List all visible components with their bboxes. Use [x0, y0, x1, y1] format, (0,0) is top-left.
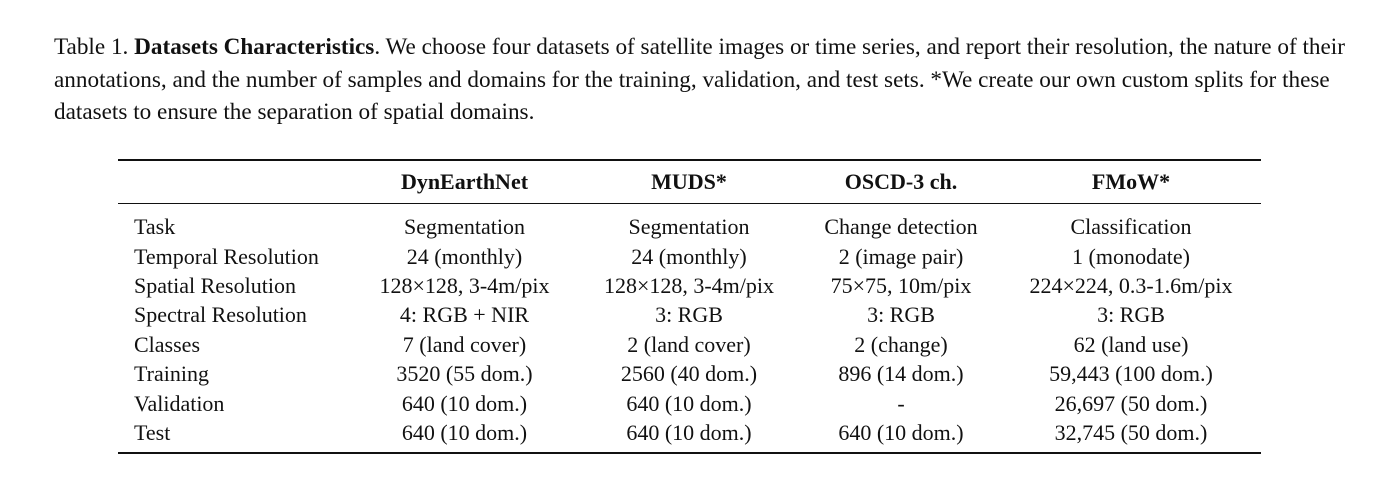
- header-fmow: FMoW*: [1091, 169, 1171, 194]
- table-row: [118, 204, 1261, 242]
- header-muds: MUDS*: [651, 169, 727, 194]
- cell-dynearthnet: Segmentation: [404, 214, 525, 240]
- datasets-table-container: [118, 159, 1261, 454]
- caption-prefix: Table 1.: [54, 34, 135, 60]
- cell-muds: 640 (10 dom.): [626, 390, 752, 416]
- row-label: Validation: [134, 390, 225, 416]
- cell-oscd: -: [897, 390, 905, 416]
- row-label: Test: [134, 419, 171, 445]
- row-label: Spatial Resolution: [134, 272, 296, 298]
- cell-fmow: Classification: [1070, 214, 1192, 240]
- datasets-table: [118, 159, 1261, 454]
- cell-dynearthnet: 640 (10 dom.): [401, 390, 528, 416]
- cell-muds: 24 (monthly): [631, 243, 747, 269]
- cell-fmow: 1 (monodate): [1072, 243, 1190, 269]
- cell-dynearthnet: 3520 (55 dom.): [396, 361, 533, 387]
- table-row: [118, 418, 1261, 453]
- cell-oscd: 896 (14 dom.): [838, 361, 964, 387]
- cell-muds: 640 (10 dom.): [626, 419, 752, 445]
- cell-dynearthnet: 128×128, 3-4m/pix: [379, 272, 550, 298]
- cell-oscd: 3: RGB: [867, 302, 935, 328]
- cell-muds: 128×128, 3-4m/pix: [603, 272, 775, 298]
- cell-dynearthnet: 7 (land cover): [402, 331, 527, 357]
- table-header-row: [118, 160, 1261, 204]
- table-row: [118, 241, 1261, 270]
- cell-fmow: 224×224, 0.3-1.6m/pix: [1029, 272, 1233, 298]
- row-label: Spectral Resolution: [134, 302, 307, 328]
- cell-dynearthnet: 640 (10 dom.): [401, 419, 528, 445]
- header-empty: [118, 160, 352, 204]
- cell-fmow: 3: RGB: [1097, 302, 1165, 328]
- table-row: [118, 388, 1261, 417]
- cell-muds: 3: RGB: [655, 302, 723, 328]
- table-row: [118, 330, 1261, 359]
- table-row: [118, 359, 1261, 388]
- cell-oscd: 2 (change): [854, 331, 948, 357]
- cell-oscd: 2 (image pair): [838, 243, 964, 269]
- table-body: [118, 204, 1261, 454]
- caption-text: . We choose four datasets of satellite images or time series, and report their resolution, the nature of their annotations, and the number of samples and domains for the training, validation, and test sets. *We create our own custom splits for these datasets to ensure the separation of spatial domains.: [54, 34, 1345, 125]
- cell-muds: 2560 (40 dom.): [620, 361, 758, 387]
- row-label: Classes: [134, 331, 200, 357]
- row-label: Training: [134, 361, 209, 387]
- cell-dynearthnet: 24 (monthly): [406, 243, 523, 269]
- table-row: [118, 300, 1261, 329]
- cell-muds: 2 (land cover): [627, 331, 751, 357]
- cell-oscd: 640 (10 dom.): [838, 419, 964, 445]
- table-row: [118, 271, 1261, 300]
- header-oscd: OSCD-3 ch.: [844, 169, 958, 194]
- cell-dynearthnet: 4: RGB + NIR: [399, 302, 530, 328]
- cell-muds: Segmentation: [628, 214, 750, 240]
- row-label: Temporal Resolution: [134, 243, 319, 269]
- caption-title: Datasets Characteristics: [134, 34, 375, 60]
- cell-fmow: 26,697 (50 dom.): [1054, 390, 1208, 416]
- cell-oscd: 75×75, 10m/pix: [830, 272, 972, 298]
- cell-fmow: 62 (land use): [1073, 331, 1189, 357]
- cell-fmow: 59,443 (100 dom.): [1049, 361, 1213, 387]
- header-dynearthnet: DynEarthNet: [400, 169, 529, 194]
- cell-oscd: Change detection: [824, 214, 978, 240]
- row-label: Task: [134, 214, 176, 240]
- table-caption: [54, 31, 1354, 129]
- cell-fmow: 32,745 (50 dom.): [1054, 419, 1208, 445]
